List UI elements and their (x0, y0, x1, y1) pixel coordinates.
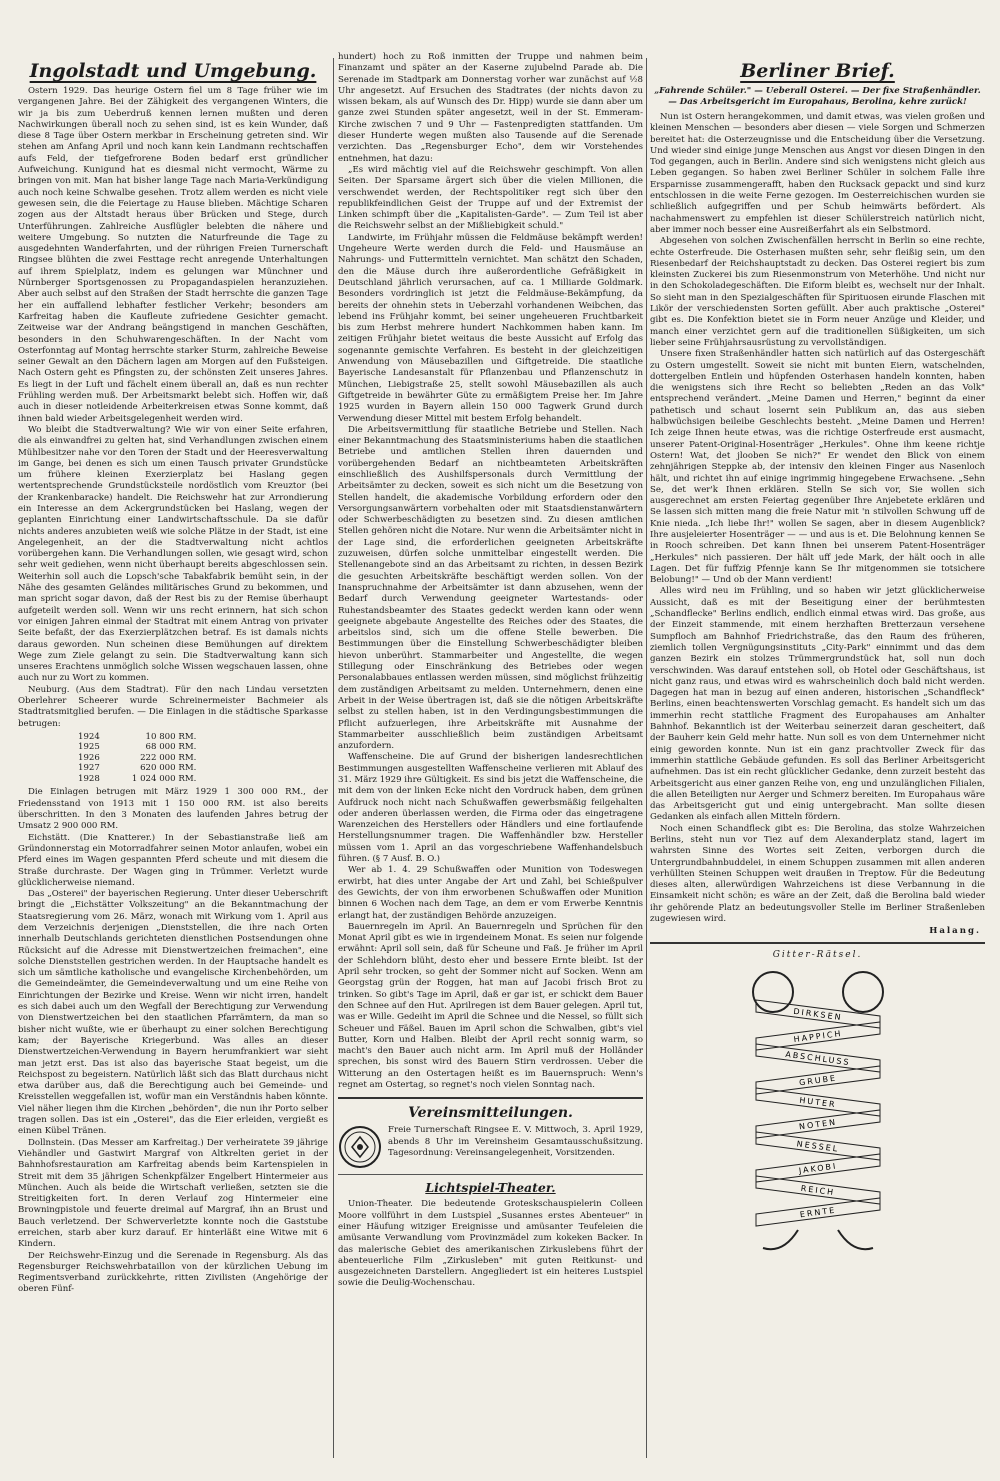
lattice-word: NESSEL (795, 1139, 840, 1155)
divider (650, 942, 985, 944)
article-schusswaffen: Wer ab 1. 4. 29 Schußwaffen oder Munition von Todeswegen erwirbt, hat dies unter Angabe der Art und Zahl, bei Schießpulver des Gewichts, der von ihm erworbenen Schußwaffen oder Munition binnen 6 Wochen nach dem Tage, an dem er vom Erwerbe Kenntnis erlangt hat, der zuständigen Behörde anzuzeigen. (338, 865, 643, 921)
article-reichswehr-cont: hundert) hoch zu Roß inmitten der Truppe und nahmen beim Finanzamt und später an der Kaserne zujubelnd Parade ab. Die Serenade im Stadtpark am Donnerstag vorher war zunächst auf ½8 Uhr angesetzt. Auf Ersuchen des Stadtrates (der nichts davon zu wissen bekam, als auf Wunsch des Dr. Hipp) wurde sie dann aber um ganze zwei Stunden später angesetzt, weil in der St. Emmeram-Kirche zwischen 7 und 9 Uhr — Fastenpredigten stattfanden. Um dieser Hunderte wegen mußten also Tausende auf die Serenade verzichten. Das „Regensburger Echo", dem wir Vorstehendes entnehmen, hat dazu: (338, 52, 643, 164)
lattice-word: ABSCHLUSS (784, 1050, 851, 1068)
brief-para: Noch einen Schandfleck gibt es: Die Berolina, das stolze Wahrzeichen Berlins, steht nun vor Tiez auf dem Alexanderplatz stand, lagert im wahrsten Sinne des Wortes seit Zeiten, verborgen durch die Untergrundbahnbuddelei, in einem Schuppen zusammen mit allen anderen verhüllten Steinen Schuppen weit draußen in Treptow. Für die Bedeutung dieses alten, allerwürdigen Wahrzeichens ist diese Verbannung in die Einsamkeit nicht schön; es wäre an der Zeit, daß die Berolina bald wieder ihr gehörende Platz an bedeutungsvoller Stelle im Berliner Straßenleben zugewiesen wird. (650, 823, 985, 925)
year-cell: 1926 (78, 752, 100, 763)
lattice-puzzle-figure (703, 962, 933, 1262)
author-signature: Halang. (929, 926, 981, 937)
article-eichstaett: Eichstätt. (Die Knatterer.) In der Sebastianstraße ließ am Gründonnerstag ein Motorradfahrer seinen Motor anlaufen, wobei ein Pferd eines im Wagen gespannten Pferd scheute und mit diesem die Straße durchraste. Der Wagen ging in Trümmer. Verletzt wurde glücklicherweise niemand. (18, 832, 328, 888)
scissors-bottom-icon (763, 1230, 873, 1249)
table-row (78, 742, 206, 753)
article-osterei: Das „Osterei" der bayerischen Regierung. Unter dieser Ueberschrift bringt die „Eichstätter Volkszeitung" an die Bekanntmachung der Staatsregierung vom 26. März, wonach mit Wirkung vom 1. April aus dem Verzeichnis derjenigen „Dienststellen, die ihre nach Orten innerhalb Deutschlands gerichteten dienstlichen Postsendungen ohne Rücksicht auf die Adresse mit Dienstwertzeichen freimachen", eine solche Dienststellen gestrichen werden. In der Hauptsache handelt es sich um sämtliche katholische und evangelische Kirchenbehörden, um die Gemeindeämter, die Gemeindeverwaltung und um eine Reihe von Einrichtungen der Bezirke und Kreise. Wenn wir nicht irren, handelt es sich dabei auch um den Wegfall der Berechtigung zur Verwendung von Dienstwertzeichen bei den staatlichen Pfarrämtern, da man so bisher nicht wußte, wie er überhaupt zu einer solchen Berechtigung kam; der Bayerische Kriegerbund. Was alles an dieser Dienstwertzeichen-Verwendung in Bayern herumfrankiert war sieht man jetzt erst. Das ist also das bayerische Staat begeist, um die Reichspost zu begeistern. Natürlich läßt sich das Blatt durchaus nicht etwa darüber aus, daß die Berechtigung auch bei Gemeinde- und Kreisstellen weggefallen ist, wofür man ein Verständnis haben könnte. Viel näher liegen ihm die Kirchen „behörden", die nun ihr Porto selber tragen sollen. Das ist ein „Osterei", das die Eier erleiden, vergießt es einen Kübel Tränen. (18, 889, 328, 1137)
lichtspiel-title: Lichtspiel-Theater. (425, 1180, 556, 1196)
column-rule (646, 58, 647, 1458)
article-neuburg-cont: Die Einlagen betrugen mit März 1929 1 300 000 RM., der Friedensstand von 1913 mit 1 150 000 RM. ist also bereits überschritten. In den 3 Monaten des laufenden Jahres betrug der Umsatz 2 900 000 RM. (18, 787, 328, 832)
year-cell: 1927 (78, 763, 100, 774)
lattice-word: ERNTE (798, 1206, 837, 1220)
article-stadtverwaltung: Wo bleibt die Stadtverwaltung? Wie wir von einer Seite erfahren, die als einwandfrei zu gelten hat, sind Verhandlungen zwischen einem Mühlbesitzer nahe vor den Toren der Stadt und der Heeresverwaltung im Gange, bei denen es sich um einen Tausch privater Grundstücke um frühere kleinen Exerzierplatz bei Haslang gegen wertentsprechende Grundstücksteile nordöstlich vom Kreuztor (bei der Krankenbaracke) handelt. Die Reichswehr hat zur Arrondierung ein Interesse an dem Ackergrundstücken bei Haslang, wegen der geplanten Einrichtung einer Landwirtschaftsschule. Da sie dafür nichts anderes anzubieten weiß wie solche Plätze in der Stadt, ist eine Angelegenheit, an der die Stadtverwaltung nicht achtlos vorübergehen kann. Die Verhandlungen sollen, wie gesagt wird, schon sehr weit gediehen, wenn nicht überhaupt bereits abgeschlossen sein. Weiterhin soll auch die Lopsch'sche Tabakfabrik bemüht sein, in der Nähe des gesamten Geländes militärisches Grund zu bekommen, und man spricht sogar davon, daß der Rest bis zu der Remise überhaupt aufgeteilt werden soll. Wenn wir uns recht erinnern, hat sich schon vor einigen Jahren einmal der Stadtrat mit einem Antrag von privater Seite befaßt, der das Exerzierplätzchen betraf. Es ist damals nichts daraus geworden. Nun scheinen diese Bemühungen auf direktem Wege zum Ziele gelangt zu sein. Die Stadtverwaltung kann sich unseres Erachtens unmöglich solche Wissen wegschauen lassen, ohne auch nur zu Wort zu kommen. (18, 424, 328, 684)
article-bauernregeln: Bauernregeln im April. An Bauernregeln und Sprüchen für den Monat April gibt es wie in irgendeinem Monat. Es seien nur folgende erwähnt: April soll sein, daß für Scheune und Faß. Je früher im April der Schlehdorn blüht, desto eher und bessere Ernte bleibt. Ist der April sehr trocken, so geht der Sommer nicht auf Socken. Wenn am Georgstag grün der Roggen, hat man auf Jacobi frisch Brot zu trinken. So gibt's Tage im April, daß er gar ist, er schickt dem Bauer den Schnee auf den Hut. Aprilregen ist dem Bauer gelegen. April tut, was er Wille. Gedeiht im April die Schnee und die Nessel, so füllt sich Scheuer und Fäßel. Bauen im April schon die Schwalben, gibt's viel Butter, Korn und Halben. Bleibt der April recht sonnig warm, so macht's den Bauer auch nicht arm. Im April muß der Holländer sprechen, bis sonst wird des Bauern Stirn verdrossen. Ueber die Witterung an den Ostertagen heißt es im Bauernspruch: Wenn's regnet am Ostertag, so regnet's noch vielen Sonntag nach. (338, 921, 643, 1091)
brief-para: Alles wird neu im Frühling, und so haben wir jetzt glücklicherweise Aussicht, daß es mit der Beseitigung einer der berühmtesten „Schandflecke" Berlins endlich, endlich einmal etwas wird. Das große, aus der Einzeit stammende, mit einem herzhaften Bretterzaun versehene Sumpfloch am Bahnhof Friedrichstraße, das den Raum des früheren, ziemlich tollen Vergnügungsinstituts „City-Park" einnimmt und das dem ganzen Bezirk ein stolzes Trümmergrundstück hat, soll nun doch verschwinden. Was darauf entstehen soll, ob Hotel oder Geschäftshaus, ist nicht ganz raus, und etwas wird es wahrscheinlich doch bald nicht werden. Dagegen hat man in bezug auf einen anderen, historischen „Schandfleck" Berlins, einen beachtenswerten Vorschlag gemacht. Es handelt sich um das immerhin recht stattliche Fragment des Europahauses am Anhalter Bahnhof. Bekanntlich ist der Weiterbau seinerzeit daran gescheitert, daß der Bauherr kein Geld mehr hatte. Nun soll es von dem Unternehmer nicht einig geworden konnte. Nun ist ein ganz prachtvoller Zweck für das immerhin stattliche Gebäude gefunden. Es soll das Berliner Arbeitsgericht aufnehmen. Das ist ein recht glücklicher Gedanke, denn zurzeit besteht das Arbeitsgericht aus einer ganzen Reihe von, eng und unzulänglichen Filialen, die allen Beteiligten nur Aerger und Schmerz bereiten. Im Europahaus wäre das Arbeitsgericht gut und einig untergebracht. Man sollte diesen Gedanken als einfach allen Mitteln fördern. (650, 586, 985, 823)
table-row (78, 774, 206, 785)
amount-cell: 1 024 000 RM. (131, 773, 197, 784)
year-cell: 1925 (78, 742, 100, 753)
divider (338, 1097, 643, 1099)
article-feldmaeuse: Landwirte, im Frühjahr müssen die Feldmäuse bekämpft werden! Ungeheure Werte werden durch die Feld- und Hausmäuse an Nahrungs- und Futtermitteln vernichtet. Man schätzt den Schaden, den die Mäuse durch ihre außerordentliche Gefräßigkeit in Deutschland jährlich verursachen, auf ca. 1 Milliarde Goldmark. Besonders vordringlich ist jetzt die Feldmäuse-Bekämpfung, da bereits der ohnehin stets in Ueberzahl vorhandenen Weibchen, das lebend ins Frühjahr kommt, bei seiner ungeheueren Fruchtbarkeit bis zum Herbst mehrere hundert Nachkommen haben kann. Im zeitigen Frühjahr bietet weitaus die beste Aussicht auf Erfolg das sogenannte gemischte Verfahren. Es besteht in der gleichzeitigen Anwendung von Mäusebazillen und Giftgetreide. Die staatliche Bayerische Landesanstalt für Pflanzenbau und Pflanzenschutz in München, Liebigstraße 25, stellt sowohl Mäusebazillen als auch Giftgetreide in bewährter Güte zu ermäßigtem Preise her. Im Jahre 1925 wurden in Bayern allein 150 000 Tagwerk Grund durch Verwendung dieser Mittel mit bestem Erfolg behandelt. (338, 232, 643, 424)
article-waffenscheine: Waffenscheine. Die auf Grund der bisherigen landesrechtlichen Bestimmungen ausgestellten Waffenscheine verlieren mit Ablauf des 31. März 1929 ihre Gültigkeit. Es sind bis jetzt die Waffenscheine, die mit dem von der linken Ecke nicht den Vordruck haben, dem grünen Aufdruck noch nicht nach Schußwaffen gewerbsmäßig feilgehalten oder anderen überlassen werden, die Firma oder das eingetragene Warenzeichen des Herstellers oder Händlers und eine fortlaufende Herstellungsnummer tragen. Die Waffenhändler bzw. Hersteller müssen vom 1. April an das vorgeschriebene Waffenhandelsbuch führen. (§ 7 Ausf. B. O.) (338, 752, 643, 865)
year-cell: 1924 (78, 731, 100, 742)
vereinsmitteilungen-title: Vereinsmitteilungen. (408, 1105, 573, 1122)
lattice-word: REICH (799, 1184, 836, 1198)
column-berliner-brief (650, 52, 985, 1462)
article-arbeitsvermittlung: Die Arbeitsvermittlung für staatliche Betriebe und Stellen. Nach einer Bekanntmachung des Staatsministeriums haben die staatlichen Betriebe und amtlichen Stellen ihren dauernden und vorübergehenden Bedarf an nichtbeamteten Arbeitskräften einschließlich des Aushilfspersonals durch Vermittlung der Arbeitsämter zu decken, soweit es sich nicht um die Besetzung von Stellen handelt, die akademische Vorbildung erfordern oder den Versorgungsanwärtern vorbehalten oder mit Staatsdienstanwärtern oder Schwerbeschädigten zu besetzen sind. Zu diesen amtlichen Stellen gehören nicht die Notare. Nur wenn die Arbeitsämter nicht in der Lage sind, die erforderlichen geeigneten Arbeitskräfte zuzuweisen, dürfen solche unmittelbar eingestellt werden. Die Stellenangebote sind an das Arbeitsamt zu richten, in dessen Bezirk die gesuchten Arbeitskräfte beschäftigt werden sollen. Von der Inanspruchnahme der Arbeitsämter ist dann abzusehen, wenn der Bedarf durch Verwendung geeigneter Wartestands- oder Ruhestandsbeamter des Staates gedeckt werden kann oder wenn geeignete abgebaute Angestellte des Reiches oder des Staates, die arbeitslos sind, sich um die offene Stelle bewerben. Die Bestimmungen über die Einstellung Schwerbeschädigter bleiben hievon unberührt. Stammarbeiter und Angestellte, die wegen Stillegung oder Einschränkung des Betriebes oder wegen Personalabbaues entlassen werden müssen, sind möglichst frühzeitig dem zuständigen Arbeitsamt zu melden. Unternehmern, denen eine Arbeit in der Weise übertragen ist, daß sie die nötigen Arbeitskräfte selbst zu stellen haben, ist in den Verdingungsbestimmungen die Pflicht aufzuerlegen, ihre Arbeitskräfte mit Ausnahme der Stammarbeiter ausschließlich beim zuständigen Arbeitsamt anzufordern. (338, 424, 643, 752)
article-ostern: Ostern 1929. Das heurige Ostern fiel um 8 Tage früher wie im vergangenen Jahre. Bei der Zähigkeit des vergangenen Winters, die wir ja bis zum Ueberdruß kennen lernen mußten und deren Nachwirkungen überall noch zu sehen sind, ist es kein Wunder, daß diese 8 Tage über Ostern merkbar in Erscheinung getreten sind. Wir stehen am Anfang April und noch kann kein Landmann rechtschaffen aufs Feld, der tiefgefrorene Boden bedarf erst gründlicher Aufweichung. Kunigund hat es diesmal nicht vermocht, Wärme zu bringen von mit. Man hat bisher lange Tage nach Maria-Verkündigung auch noch keine Schwalbe gesehen. Trotz allem werden es nicht viele gewesen sein, die die Feiertage zu Hause blieben. Mächtige Scharen zogen aus der Altstadt heraus über Brücken und Stege, durch Unterführungen. Zahlreiche Ausflügler belebten die nähere und weitere Umgebung. So nutzten die Naturfreunde die Tage zu ausgedehnten Wanderfahrten, und der rührigen Freien Turnerschaft Ringsee blühten die zwei Festtage recht anregende Unterhaltungen auf ihrem Spielplatz, indem es gelungen war Münchner und Nürnberger Sportsgenossen zu Propagandaspielen heranzuziehen. Aber auch selbst auf den Straßen der Stadt herrschte die ganzen Tage her ein auffallend lebhafter festlicher Verkehr; besonders am Karfreitag haben die Kaufleute zufriedene Gesichter gemacht. Zeitweise war der Andrang beängstigend in manchen Geschäften, besonders in den Schuhwarengeschäften. In der Nacht vom Osterfonntag auf Montag herrschte starker Sturm, zahlreiche Beweise seiner Gewalt an den Dächern lagen am Morgen auf den Fußsteigen. Nach Ostern geht es Pfingsten zu, der schönsten Zeit unseres Jahres. Es liegt in der Luft und fächelt einem überall an, daß es nun rechter Frühling werden muß. Der Arbeitsmarkt belebt sich. Hoffen wir, daß auch in dieser notleidende Arbeiterkreisen etwas Sonne kommt, daß ihnen bald wieder Arbeitsgelegenheit werden wird. (18, 86, 328, 424)
lattice-word: JAKOBI (797, 1161, 838, 1176)
lattice-word: HUTER (798, 1096, 837, 1110)
scissors-top-icon (753, 972, 883, 1012)
year-cell: 1928 (78, 773, 100, 784)
lattice-word: GRUBE (798, 1073, 838, 1088)
lichtspiel-text: Union-Theater. Die bedeutende Groteskschauspielerin Colleen Moore vollführt in dem Lustspiel „Susannes erstes Abenteuer" in einer Häufung witziger Ereignisse und amüsanter Teufeleien die amüsante Verwandlung vom Provinzmädel zum kokeken Backer. In das malerische Gebiet des amerikanischen Zirkuslebens führt der abenteuerliche Film „Zirkusleben" mit guten Reitkunst- und ausgezeichneten Darstellern. Angegliedert ist ein heiteres Lustspiel sowie die Deulig-Wochenschau. (338, 1199, 643, 1289)
section-title-berliner-brief: Berliner Brief. (740, 60, 895, 82)
vereins-text: Freie Turnerschaft Ringsee E. V. Mittwoch, 3. April 1929, abends 8 Uhr im Vereinsheim Gesamtausschußsitzung. Tagesordnung: Vereinsangelegenheit, Vorsitzenden. (388, 1125, 643, 1158)
table-row (78, 763, 206, 774)
puzzle-title: Gitter-Rätsel. (772, 950, 863, 961)
column-middle (338, 52, 643, 1462)
table-row (78, 732, 206, 743)
lattice-word: NOTEN (798, 1117, 838, 1132)
lattice-word: HAPPICH (792, 1029, 843, 1045)
article-reichswehr: Der Reichswehr-Einzug und die Serenade in Regensburg. Als das Regensburger Reichswehrbataillon von der kürzlichen Uebung im Regimentsverband zurückkehrte, ritten Zivilisten (Angehörige der oberen Fünf- (18, 1250, 328, 1295)
brief-para: Unsere fixen Straßenhändler hatten sich natürlich auf das Ostergeschäft zu Ostern umgestellt. Soweit sie nicht mit bunten Eiern, watschelnden, dottergelben Entlein und hüpfenden Osterhasen handeln konnten, haben die wenigstens sich ihre Recht so beliebten „Reden an das Volk" entsprechend verändert. „Meine Damen und Herren," beginnt da einer pathetisch und schaut losernt sein Publikum an, das aus sieben halbwüchsigen beileibe Geschlechts besteht. „Meine Damen und Herren! Ich zeige Ihnen heute etwas, was die richtige Osterfreude erst ausmacht, unserer Patent-Original-Hosenträger „Herkules". Ohne ihm keene richtje Ostern! Wat, det jlooben Se nich?" Er wendet den Blick von einem zehnjährigen Steppke ab, der intensiv den kleinen Finger aus Nasenloch hält, und richtet ihn auf einige ingrimmig hingegebene Erwachsene. „Sehn Se, det wer'k Ihnen erklären. Stelln Se sich vor, Sie wollen sich ausgerechnet am ersten Feiertag gegenüber Ihre Anjebetete erklären und Se lassen sich mitten mang die freie Natur mit 'n stilvollen Schwung uff de Knie nieda. „Ich liebe Ihr!" wollen Se sagen, aber in diesem Augenblick? Ihre ausjeleierter Hosenträger — — und aus is et. Die Belohnung kennen Se in Rooch schreiben. Det kann Ihnen bei unserem Patent-Hosenträger „Herkules" nich passieren. Der hält uff jede Mark, der hält ooch in alle Lagen. Det für fuffzig Pfennje kann Se Ihr mitgenommen sie totsichere Belobung!" — Und ob der Mann verdient! (650, 349, 985, 586)
amount-cell: 10 800 RM. (145, 731, 197, 742)
brief-para: Nun ist Ostern herangekommen, und damit etwas, was vielen großen und kleinen Menschen — besonders aber diesen — viele Sorgen und Schmerzen bereitet hat: die Osterzeugnisse und die Entscheidung über die Versetzung. Und wieder sind einige junge Menschen aus Angst vor diesen Dingen in den Tod gegangen, auch in Berlin. Andere sind sich wenigstens nicht gleich aus Leben gegangen. So haben zwei Berliner Schüler in solchem Falle ihre Ersparnisse zusammengerafft, haben den Rucksack gepackt und sind kurz entschlossen in die weite Ferne gezogen. Im Oesterreichischen wurden sie schließlich aufgegriffen und per Schub heimwärts befördert. Als nachahmenswert zu empfehlen ist dieser Schülerstreich natürlich nicht, aber immer noch besser eine Ausreißerfahrt als ein Selbstmord. (650, 112, 985, 235)
amount-cell: 620 000 RM. (140, 763, 197, 774)
gitter-raetsel (650, 950, 985, 1262)
divider (338, 1174, 643, 1175)
amount-cell: 222 000 RM. (140, 752, 197, 763)
column-local-news (18, 52, 328, 1462)
brief-para: Abgesehen von solchen Zwischenfällen herrscht in Berlin so eine rechte, echte Osterfreude. Die Osterhasen mußten sehr, sehr fleißig sein, um den Riesenbedarf der Reichshauptstadt zu decken. Das Osterei regiert bis zum kleinsten Zuckerei bis zum Riesenmonstrum von Meterhöhe. Und nicht nur in den Schokoladegeschäften. Die Eiform bleibt es, wechselt nur der Inhalt. So sieht man in den Spezialgeschäften für Spirituosen eirunde Flaschen mit Likör der verschiedensten Sorten gefüllt. Aber auch praktische „Osterei" gibt es. Die Konfektion bietet sie in Form neuer Anzüge und Kleider, und manch einer verzichtet gern auf die traditionellen Süßigkeiten, um sich lieber seine Frühjahrsausrüstung zu vervollständigen. (650, 236, 985, 348)
article-echo-quote: „Es wird mächtig viel auf die Reichswehr geschimpft. Von allen Seiten. Der Sparsame ärgert sich über die vielen Millionen, die verschwendet werden, der Rechtspolitiker regt sich über den republikfeindlichen Geist der Truppe auf und der Extremist der Linken schimpft über die „Kapitalisten-Garde". — Zum Teil ist aber die Reichswehr selbst an der Mißliebigkeit schuld." (338, 164, 643, 232)
lattice-word: DIRKSEN (792, 1007, 843, 1023)
vereins-notice (338, 1125, 643, 1169)
table-row (78, 753, 206, 764)
amount-cell: 68 000 RM. (145, 742, 197, 753)
article-neuburg: Neuburg. (Aus dem Stadtrat). Für den nach Lindau versetzten Oberlehrer Scheerer wurde Schreinermeister Bachmeier als Stadtratsmitglied berufen. — Die Einlagen in die städtische Sparkasse betrugen: (18, 684, 328, 729)
savings-deposits-table (78, 732, 206, 785)
column-rule (333, 58, 334, 1458)
club-emblem-icon (338, 1125, 382, 1169)
section-title-ingolstadt: Ingolstadt und Umgebung. (29, 60, 317, 82)
article-dollnstein: Dollnstein. (Das Messer am Karfreitag.) Der verheiratete 39 jährige Viehändler und Gastwirt Margraf von Altkrelten geriet in der Bahnhofsrestauration am Karfreitag abends beim Kartenspielen in Streit mit dem 35 jährigen Schenkpfälzer Engelbert Hintermeier aus München. Auch als beide die Wirtschaft verließen, setzten sie die Streitigkeiten fort. In deren Verlauf zog Hintermeier eine Browningpistole und feuerte dreimal auf Margraf, ihn an Brust und Bauch verletzend. Der Schwerverletzte konnte noch die Gaststube erreichen, starb aber kurz darauf. Er hinterläßt eine Witwe mit 6 Kindern. (18, 1137, 328, 1250)
lattice-grid (756, 1000, 880, 1226)
berliner-brief-subtitle: „Fahrende Schüler." — Ueberall Osterei. — Der fixe Straßenhändler. — Das Arbeitsgericht im Europahaus, Berolina, kehre zurück! (654, 86, 981, 107)
